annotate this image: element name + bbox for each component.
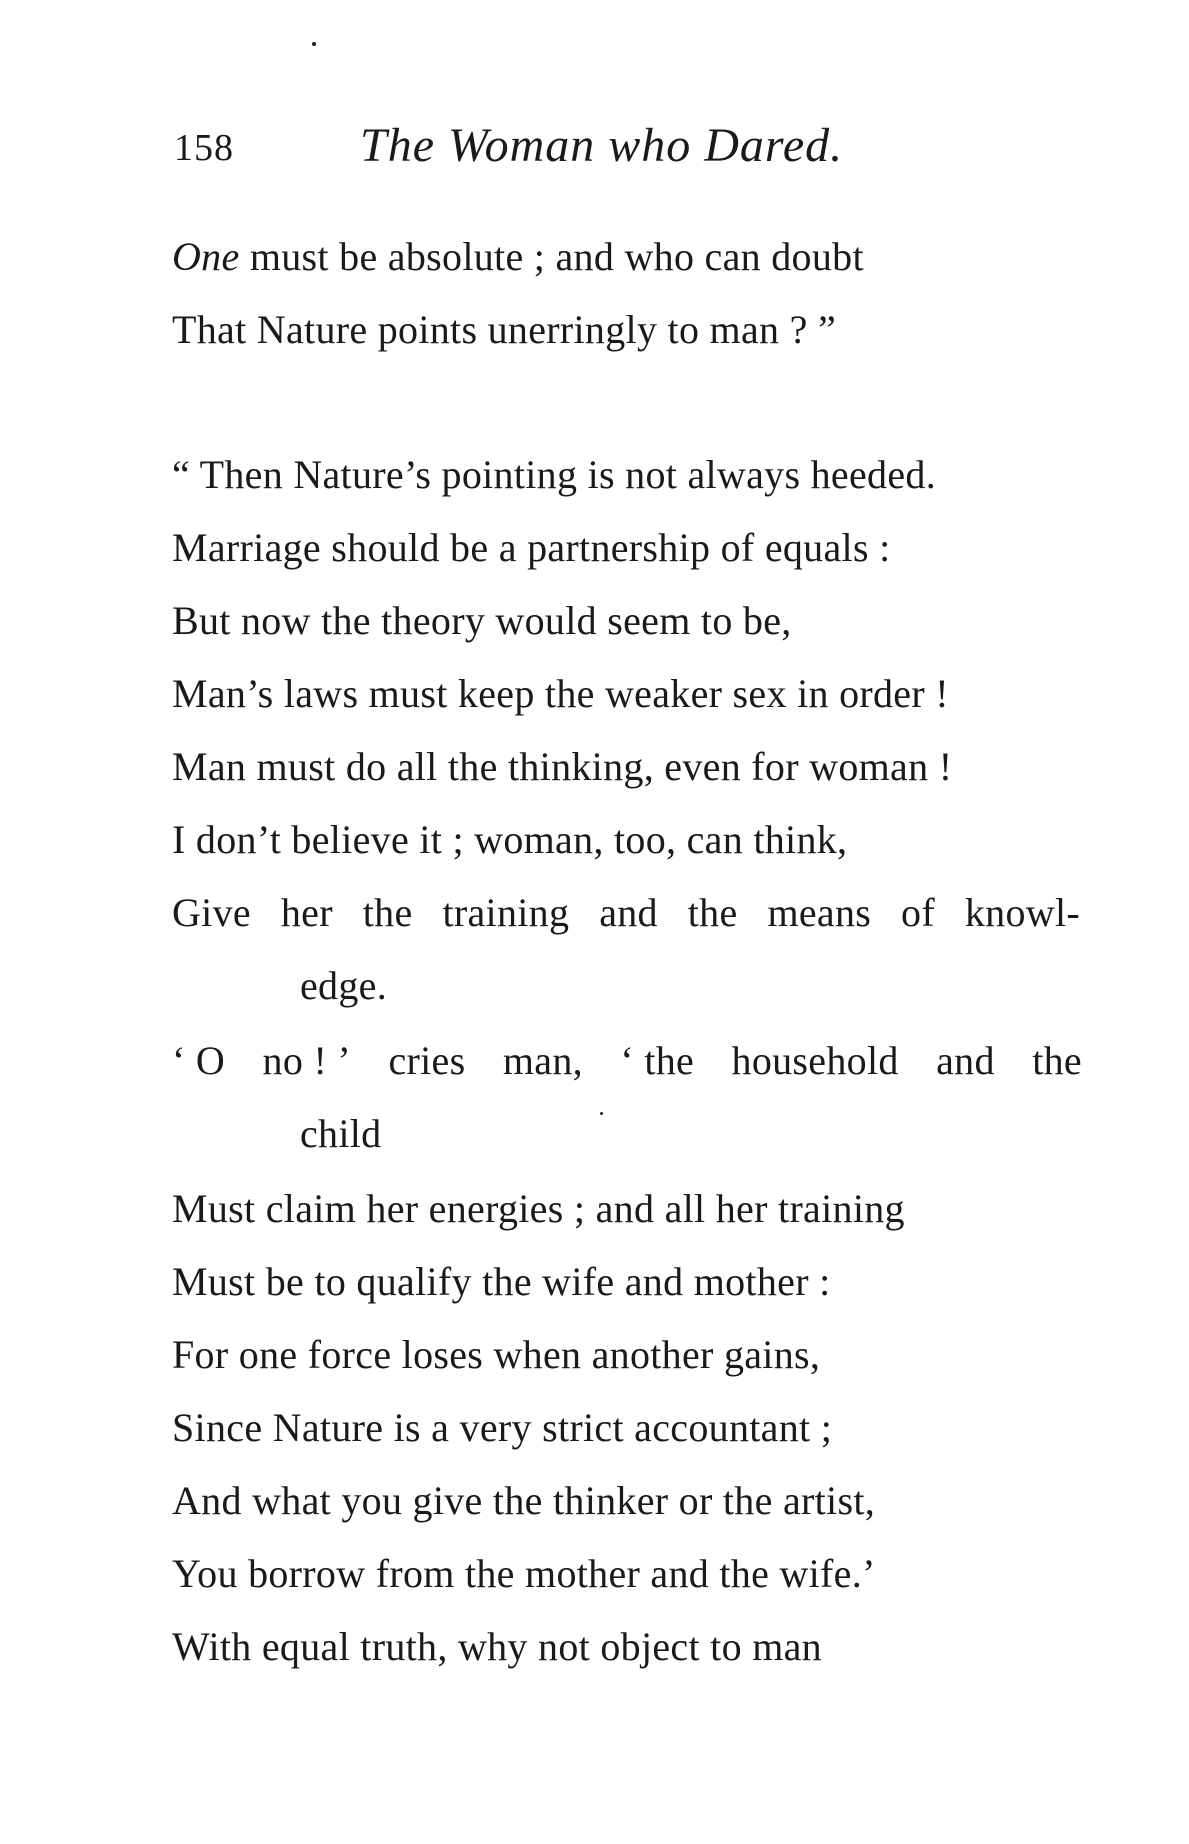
- verse-line-continuation: child: [300, 1111, 382, 1156]
- verse-word: of: [901, 890, 935, 935]
- verse-line: I don’t believe it ; woman, too, can think,: [172, 817, 848, 862]
- verse-line-justified: [172, 889, 1080, 937]
- verse-line: Must claim her energies ; and all her training: [172, 1186, 905, 1231]
- verse-line: [172, 233, 864, 281]
- verse-word: and: [599, 890, 658, 935]
- verse-line: Since Nature is a very strict accountant ;: [172, 1405, 833, 1450]
- verse-word: knowl-: [964, 890, 1080, 935]
- verse-word: no ! ’: [262, 1038, 351, 1083]
- verse-line: Must be to qualify the wife and mother :: [172, 1259, 831, 1304]
- verse-word: the: [362, 890, 413, 935]
- verse-word: Give: [172, 890, 251, 935]
- verse-line: Man’s laws must keep the weaker sex in order !: [172, 671, 949, 716]
- verse-word: and: [936, 1038, 995, 1083]
- verse-line: With equal truth, why not object to man: [172, 1624, 822, 1669]
- running-title: The Woman who Dared.: [360, 119, 844, 172]
- verse-word: cries: [388, 1038, 466, 1083]
- verse-word: the: [1032, 1038, 1082, 1083]
- verse-line: And what you give the thinker or the artist,: [172, 1478, 876, 1523]
- verse-word: household: [731, 1038, 899, 1083]
- verse-line: But now the theory would seem to be,: [172, 598, 792, 643]
- verse-line-continuation: edge.: [300, 963, 388, 1008]
- verse-line: For one force loses when another gains,: [172, 1332, 821, 1377]
- verse-word: her: [280, 890, 333, 935]
- verse-line: Marriage should be a partnership of equals :: [172, 525, 891, 570]
- verse-word: ‘ O: [172, 1038, 226, 1083]
- verse-word: man,: [502, 1038, 583, 1083]
- italic-word: One: [172, 234, 240, 279]
- verse-word: means: [767, 890, 872, 935]
- verse-line: Man must do all the thinking, even for woman !: [172, 744, 953, 789]
- verse-line: That Nature points unerringly to man ? ”: [172, 307, 837, 352]
- verse-line-justified: [172, 1037, 1082, 1085]
- verse-line: You borrow from the mother and the wife.’: [172, 1551, 876, 1596]
- verse-line: “ Then Nature’s pointing is not always heeded.: [172, 452, 936, 497]
- verse-word: training: [442, 890, 570, 935]
- verse-word: ‘ the: [620, 1038, 695, 1083]
- print-speck: [312, 42, 316, 46]
- page-header: [0, 118, 1189, 188]
- page-number: 158: [174, 127, 234, 169]
- print-speck: [600, 1112, 603, 1115]
- verse-text: must be absolute ; and who can doubt: [239, 234, 864, 279]
- verse-word: the: [687, 890, 738, 935]
